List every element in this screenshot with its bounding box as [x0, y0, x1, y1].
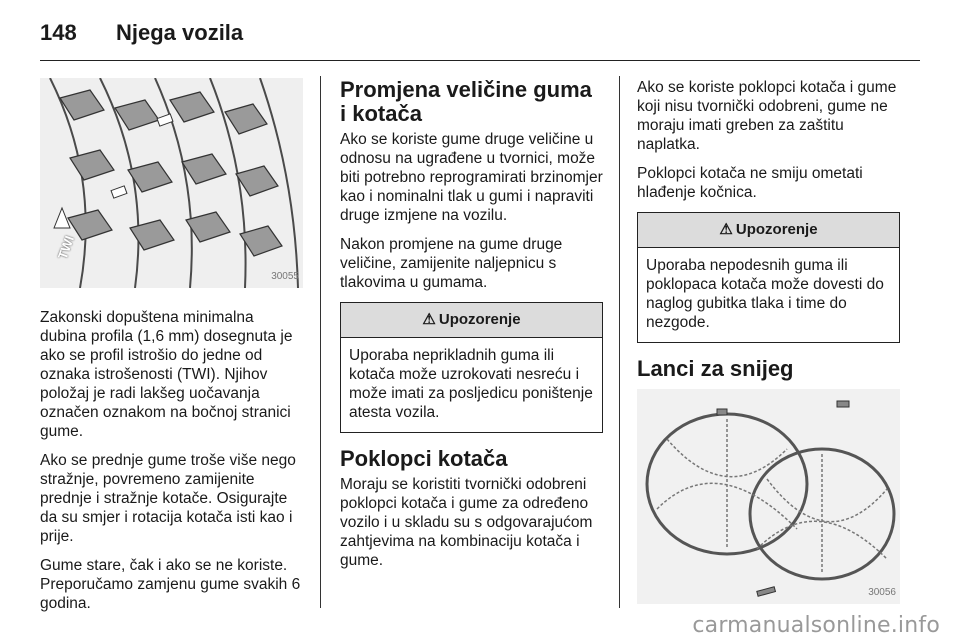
warning-header — [341, 303, 602, 338]
paragraph-rotation: Ako se prednje gume troše više nego stražnje, povremeno zamijenite prednje i stražnje kotače. Osigurajte da su smjer i rotacija kotača isti kao i prije. — [40, 452, 296, 545]
header-rule — [40, 60, 920, 61]
column-divider-1 — [320, 76, 321, 608]
warning-header — [638, 213, 899, 248]
watermark-link[interactable]: carmanualsonline.info — [692, 613, 940, 638]
paragraph-wheel-covers: Moraju se koristiti tvornički odobreni poklopci kotača i gume za određeno vozilo i u skladu su s odgovarajućom zahtjevima na kombinaciju kotača i gume. — [340, 476, 593, 569]
page-number: 148 — [40, 20, 77, 45]
heading-size-change: Promjena veličine guma i kotača — [340, 77, 592, 126]
heading-snow-chains: Lanci za snijeg — [637, 356, 794, 381]
column-2 — [340, 78, 603, 580]
tire-tread-illustration — [40, 78, 303, 288]
paragraph-reprogram: Ako se koriste gume druge veličine u odnosu na ugrađene u tvornici, može biti potrebno reprogramirati brzinomjer kao i nominalni tlak u gumi i napraviti druge izmjene na vozilu. — [340, 131, 603, 224]
snow-chains-figure — [637, 389, 900, 604]
paragraph-label-replace: Nakon promjene na gume druge veličine, zamijenite naljepnicu s tlakovima u gumama. — [340, 236, 563, 291]
warning-title: Upozorenje — [735, 221, 818, 238]
heading-wheel-covers: Poklopci kotača — [340, 446, 508, 471]
warning-triangle-icon: ⚠ — [422, 311, 436, 328]
column-1 — [40, 78, 303, 623]
running-title: Njega vozila — [116, 20, 244, 45]
tire-tread-figure — [40, 78, 303, 288]
figure-code: 30055 — [271, 271, 299, 282]
warning-box-1 — [340, 302, 603, 433]
warning-triangle-icon: ⚠ — [719, 221, 733, 238]
paragraph-tire-age: Gume stare, čak i ako se ne koriste. Preporučamo zamjenu gume svakih 6 godina. — [40, 557, 301, 612]
tread-wear-indicator-label: TWI — [54, 233, 78, 262]
page-header — [40, 14, 920, 54]
figure-code: 30056 — [868, 587, 896, 598]
warning-text: Uporaba nepodesnih guma ili poklopaca kotača može dovesti do naglog gubitka tlaka i time do nezgode. — [646, 257, 884, 331]
warning-box-2 — [637, 212, 900, 343]
paragraph-rim-protection: Ako se koriste poklopci kotača i gume koji nisu tvornički odobreni, gume ne moraju imati greben za zaštitu naplatka. — [637, 79, 897, 153]
column-3 — [637, 78, 900, 604]
warning-text: Uporaba neprikladnih guma ili kotača može uzrokovati nesreću i može imati za posljedicu poništenje atesta vozila. — [349, 347, 593, 421]
column-divider-2 — [619, 76, 620, 608]
snow-chains-illustration — [637, 389, 900, 604]
paragraph-min-depth: Zakonski dopuštena minimalna dubina profila (1,6 mm) dosegnuta je ako se profil istrošio do jedne od oznaka istrošenosti (TWI). Njihov položaj je radi lakšeg uočavanja označen oznakom na bočnoj stranici gume. — [40, 309, 293, 440]
warning-title: Upozorenje — [438, 311, 521, 328]
paragraph-brake-cooling: Poklopci kotača ne smiju ometati hlađenje kočnica. — [637, 165, 863, 201]
